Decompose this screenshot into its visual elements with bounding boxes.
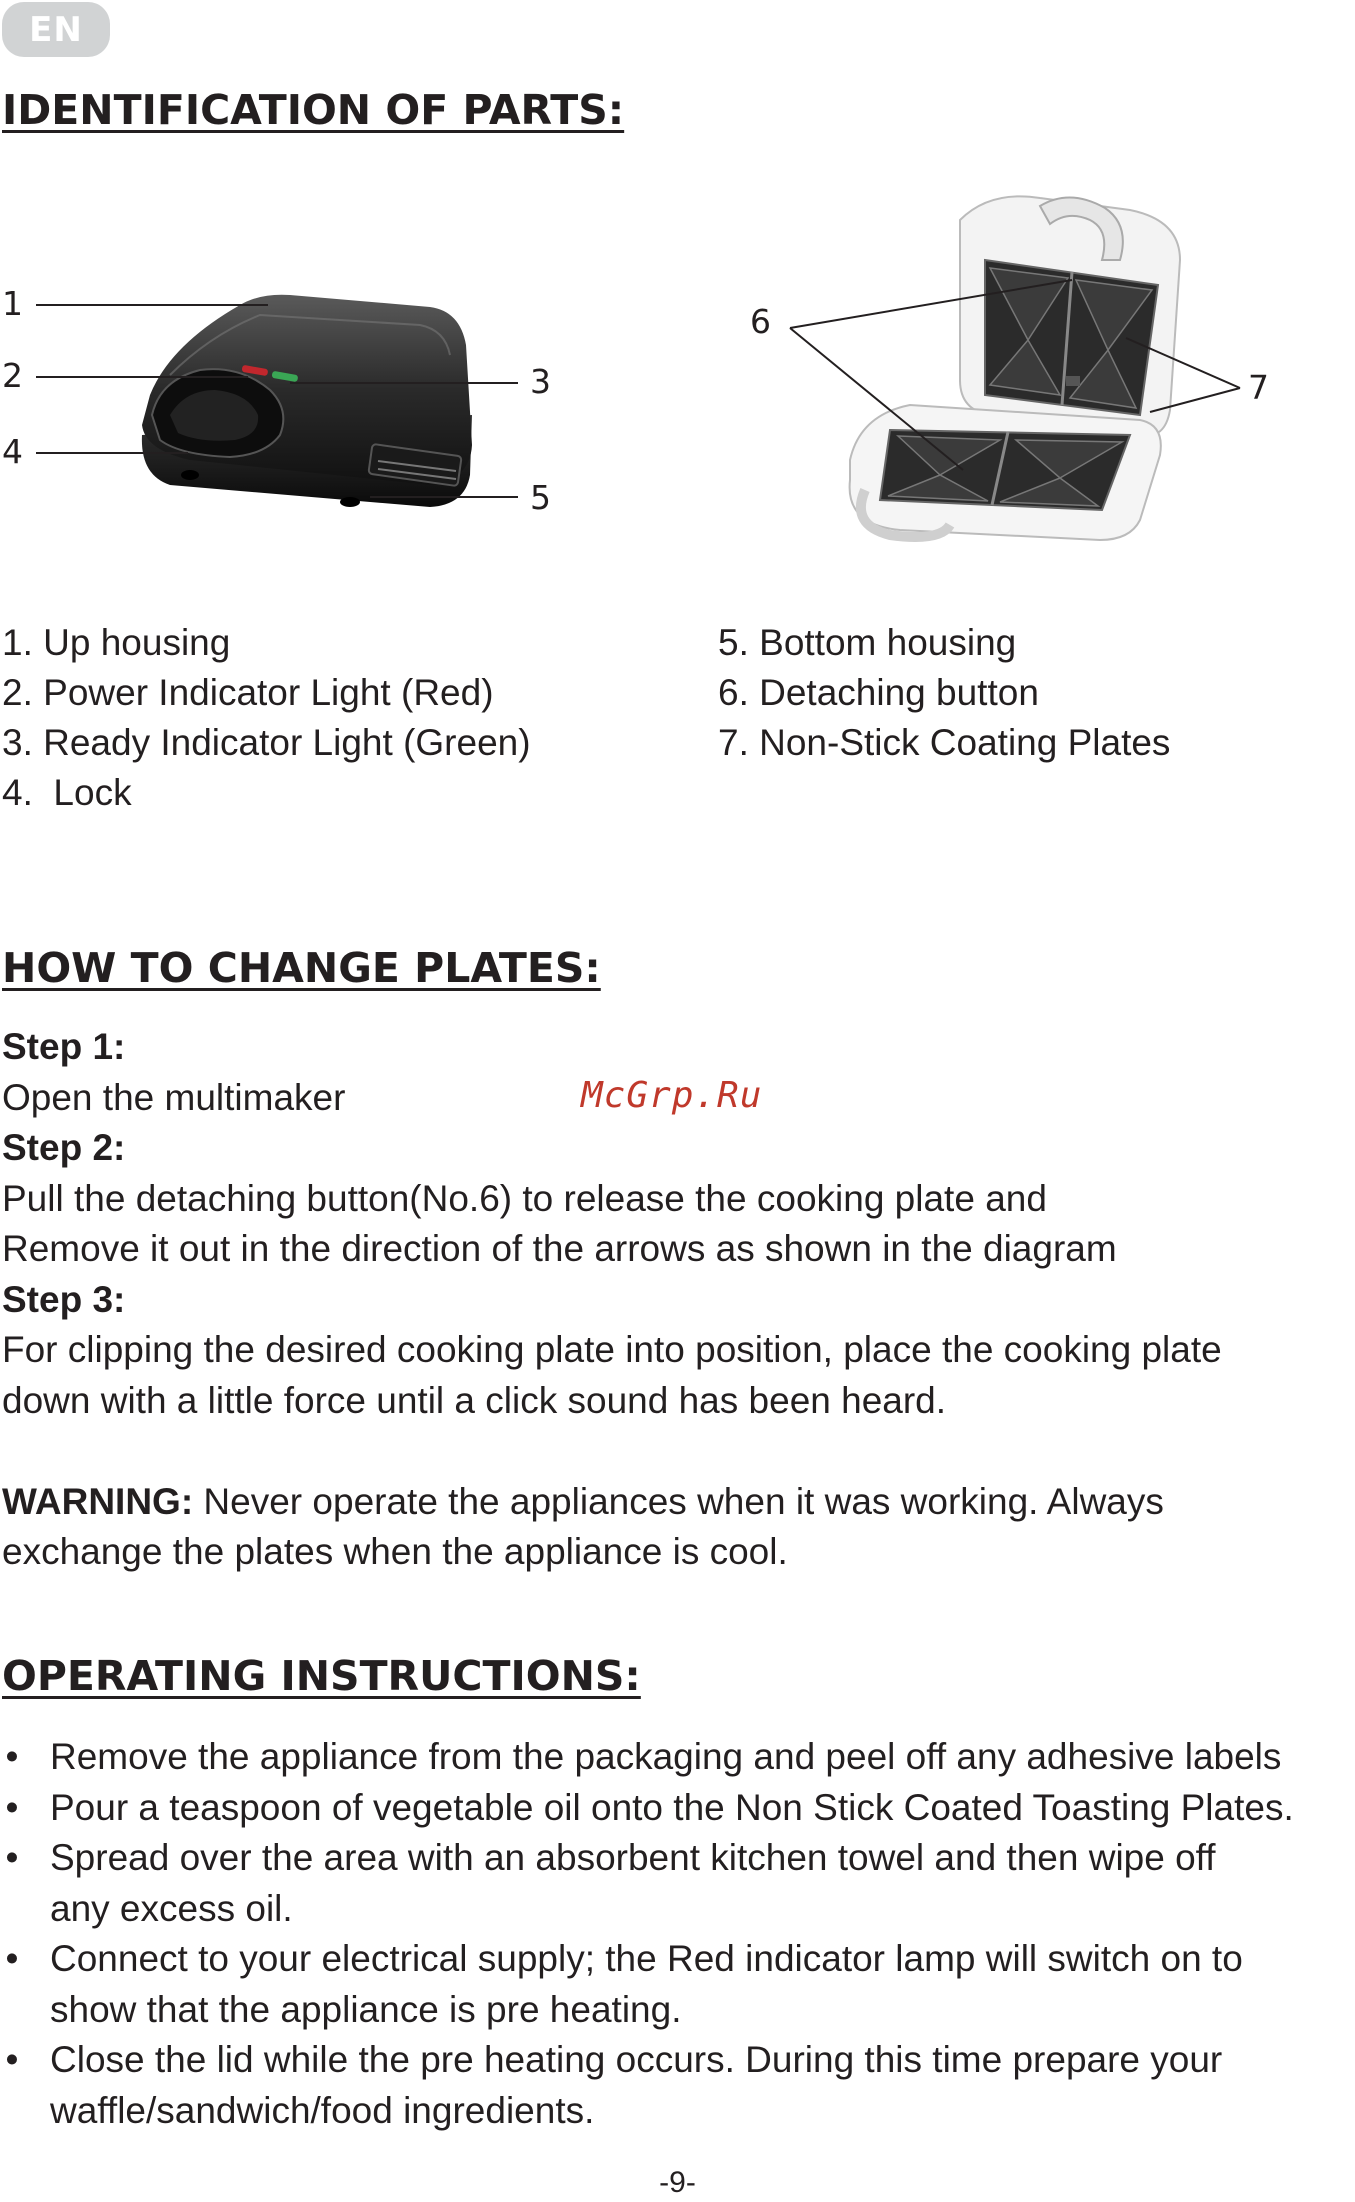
step-3-text: For clipping the desired cooking plate into position, place the cooking plate bbox=[2, 1329, 1222, 1370]
part-item: 3. Ready Indicator Light (Green) bbox=[2, 722, 531, 763]
step-2-text: Remove it out in the direction of the arrows as shown in the diagram bbox=[2, 1228, 1117, 1269]
open-appliance-callouts bbox=[780, 270, 1260, 490]
callout-number-3: 3 bbox=[530, 362, 551, 401]
list-item: • Spread over the area with an absorbent kitchen towel and then wipe off any excess oil. bbox=[2, 1833, 1294, 1934]
step-1-text: Open the multimaker bbox=[2, 1076, 346, 1118]
identification-title: IDENTIFICATION OF PARTS: bbox=[2, 86, 625, 134]
callout-number-5: 5 bbox=[530, 478, 551, 517]
bullet-marker: • bbox=[5, 1736, 19, 1777]
step-3-text: down with a little force until a click sound has been heard. bbox=[2, 1379, 947, 1421]
list-item: • Close the lid while the pre heating occurs. During this time prepare your waffle/sandwich/food ingredients. bbox=[2, 2035, 1294, 2136]
callout-line-3 bbox=[290, 382, 518, 384]
parts-list-left bbox=[2, 618, 531, 818]
warning-body: Never operate the appliances when it was working. Always bbox=[193, 1480, 1164, 1522]
part-item: 7. Non-Stick Coating Plates bbox=[718, 722, 1171, 763]
callout-line-5 bbox=[370, 496, 518, 498]
callout-line-2 bbox=[36, 376, 248, 378]
warning-label: WARNING: bbox=[2, 1480, 194, 1522]
parts-list-right bbox=[718, 618, 1170, 768]
list-item: • Pour a teaspoon of vegetable oil onto the Non Stick Coated Toasting Plates. bbox=[2, 1783, 1294, 1834]
language-badge: EN bbox=[2, 2, 110, 57]
step-3-label: Step 3: bbox=[2, 1278, 126, 1320]
bullet-marker: • bbox=[5, 2039, 19, 2080]
callout-number-7: 7 bbox=[1248, 368, 1269, 407]
callout-line-1 bbox=[36, 304, 268, 306]
warning-text bbox=[2, 1477, 1222, 1528]
step-1-label: Step 1: bbox=[2, 1026, 126, 1067]
watermark: McGrp.Ru bbox=[581, 1075, 763, 1116]
part-item: 2. Power Indicator Light (Red) bbox=[2, 672, 494, 713]
part-item: 5. Bottom housing bbox=[718, 622, 1017, 663]
part-item: 1. Up housing bbox=[2, 622, 231, 663]
part-item: 6. Detaching button bbox=[718, 672, 1039, 713]
step-2-text: Pull the detaching button(No.6) to release the cooking plate and bbox=[2, 1177, 1047, 1219]
bullet-marker: • bbox=[5, 1837, 19, 1878]
callout-line-4 bbox=[36, 452, 188, 454]
warning-text: exchange the plates when the appliance is cool. bbox=[2, 1531, 788, 1572]
step-2-label: Step 2: bbox=[2, 1127, 126, 1168]
bullet-marker: • bbox=[5, 1938, 19, 1979]
list-item: • Remove the appliance from the packaging and peel off any adhesive labels bbox=[2, 1732, 1294, 1783]
callout-number-1: 1 bbox=[2, 284, 23, 323]
bullet-marker: • bbox=[5, 1786, 19, 1828]
page-number: -9- bbox=[659, 2166, 696, 2199]
callout-number-4: 4 bbox=[2, 432, 23, 471]
callout-number-6: 6 bbox=[750, 302, 771, 341]
operating-list bbox=[2, 1732, 1294, 2136]
list-item: • Connect to your electrical supply; the Red indicator lamp will switch on to show that the appliance is pre heating. bbox=[2, 1934, 1294, 2035]
callout-number-2: 2 bbox=[2, 356, 23, 395]
closed-appliance-illustration bbox=[130, 285, 490, 520]
part-item: 4. Lock bbox=[2, 772, 132, 813]
operating-title: OPERATING INSTRUCTIONS: bbox=[2, 1652, 641, 1700]
change-plates-title: HOW TO CHANGE PLATES: bbox=[2, 944, 601, 992]
